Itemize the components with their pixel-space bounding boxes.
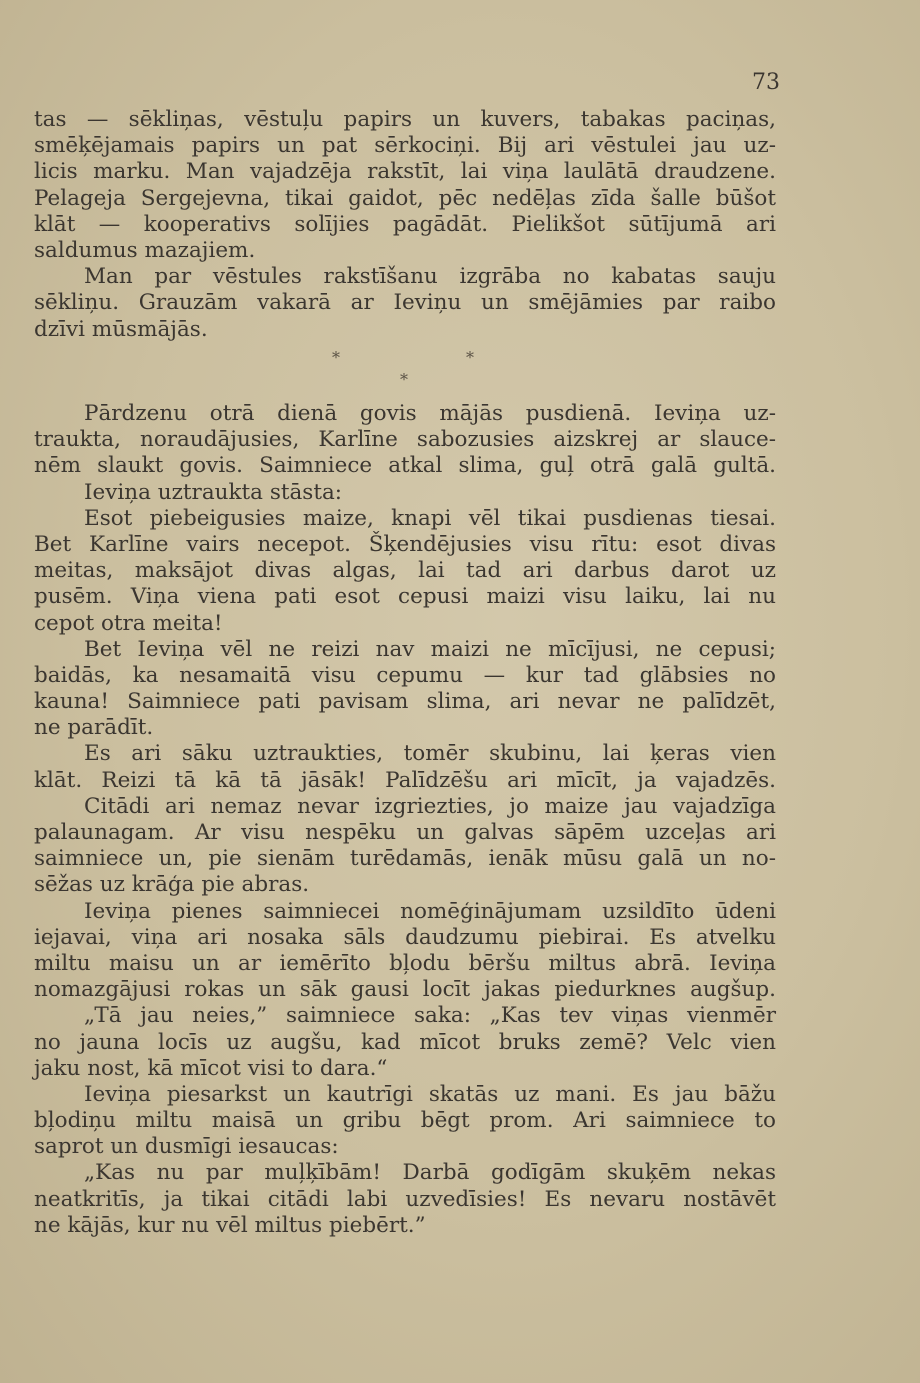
- text-line: smēķējamais papirs un pat sērkociņi. Bij ari vēstulei jau uz-: [34, 133, 776, 159]
- separator-asterisk: *: [466, 348, 474, 367]
- text-line: palaunagam. Ar visu nespēku un galvas sāpēm uzceļas ari: [34, 820, 776, 845]
- text-line: ne parādīt.: [34, 715, 154, 741]
- text-line: bļodiņu miltu maisā un gribu bēgt prom. Ari saimniece to: [34, 1108, 776, 1134]
- text-line: meitas, maksājot divas algas, lai tad ari darbus darot uz: [34, 558, 776, 584]
- text-line: „Tā jau neies,” saimniece saka: „Kas tev viņas vienmēr: [84, 1003, 776, 1029]
- page-number: 73: [752, 70, 780, 95]
- text-line: Esot piebeigusies maize, knapi vēl tikai pusdienas tiesai.: [84, 505, 776, 531]
- text-line: saimniece un, pie sienām turēdamās, ienāk mūsu galā un no-: [34, 846, 776, 872]
- text-line: iejavai, viņa ari nosaka sāls daudzumu piebirai. Es atvelku: [34, 924, 776, 950]
- text-line: Bet Ieviņa vēl ne reizi nav maizi ne mīcījusi, ne cepusi;: [84, 636, 776, 662]
- text-line: sēkliņu. Grauzām vakarā ar Ieviņu un smējāmies par raibo: [34, 290, 776, 316]
- text-line: tas — sēkliņas, vēstuļu papirs un kuvers, tabakas paciņas,: [34, 107, 776, 132]
- text-line: dzīvi mūsmājās.: [34, 316, 208, 342]
- paragraph-block-main: [34, 401, 776, 1239]
- text-line: pusēm. Viņa viena pati esot cepusi maizi visu laiku, lai nu: [34, 584, 776, 610]
- text-line: miltu maisu un ar iemērīto bļodu bēršu miltus abrā. Ieviņa: [34, 950, 776, 976]
- text-line: sēžas uz krāģa pie abras.: [34, 872, 310, 898]
- text-line: Ieviņa piesarkst un kautrīgi skatās uz mani. Es jau bāžu: [84, 1081, 776, 1107]
- separator-asterisk: *: [400, 370, 408, 389]
- text-line: ne kājās, kur nu vēl miltus piebērt.”: [34, 1212, 426, 1238]
- text-line: Pelageja Sergejevna, tikai gaidot, pēc nedēļas zīda šalle būšot: [34, 185, 776, 211]
- text-line: nēm slaukt govis. Saimniece atkal slima, guļ otrā galā gultā.: [34, 453, 776, 479]
- text-line: Ieviņa uztraukta stāsta:: [84, 479, 343, 505]
- text-line: Man par vēstules rakstīšanu izgrāba no kabatas sauju: [84, 264, 776, 290]
- separator-asterisk: *: [332, 348, 340, 367]
- section-separator: [0, 348, 920, 388]
- text-line: no jauna locīs uz augšu, kad mīcot bruks zemē? Velc vien: [34, 1029, 776, 1055]
- text-line: baidās, ka nesamaitā visu cepumu — kur tad glābsies no: [34, 662, 776, 688]
- text-line: saldumus mazajiem.: [34, 237, 256, 263]
- text-line: kauna! Saimniece pati pavisam slima, ari nevar ne palīdzēt,: [34, 689, 776, 715]
- text-line: Es ari sāku uztraukties, tomēr skubinu, lai ķeras vien: [84, 741, 776, 767]
- text-line: licis marku. Man vajadzēja rakstīt, lai viņa laulātā draudzene.: [34, 159, 776, 185]
- text-line: Bet Karlīne vairs necepot. Šķendējusies visu rītu: esot divas: [34, 531, 776, 557]
- text-line: cepot otra meita!: [34, 610, 223, 636]
- text-line: neatkritīs, ja tikai citādi labi uzvedīsies! Es nevaru nostāvēt: [34, 1186, 776, 1212]
- text-line: traukta, noraudājusies, Karlīne sabozusies aizskrej ar slauce-: [34, 427, 776, 453]
- text-line: jaku nost, kā mīcot visi to dara.“: [34, 1055, 388, 1081]
- text-line: Citādi ari nemaz nevar izgriezties, jo maize jau vajadzīga: [84, 793, 776, 819]
- text-line: Pārdzenu otrā dienā govis mājās pusdienā. Ieviņa uz-: [84, 401, 776, 426]
- text-line: nomazgājusi rokas un sāk gausi locīt jakas piedurknes augšup.: [34, 977, 776, 1003]
- paragraph-block-top: [34, 107, 776, 343]
- text-line: „Kas nu par muļķībām! Darbā godīgām skuķēm nekas: [84, 1160, 776, 1186]
- text-line: saprot un dusmīgi iesaucas:: [34, 1134, 339, 1160]
- text-line: klāt — kooperativs solījies pagādāt. Pielikšot sūtījumā ari: [34, 211, 776, 237]
- text-line: Ieviņa pienes saimniecei nomēģinājumam uzsildīto ūdeni: [84, 898, 776, 924]
- text-line: klāt. Reizi tā kā tā jāsāk! Palīdzēšu ari mīcīt, ja vajadzēs.: [34, 767, 776, 793]
